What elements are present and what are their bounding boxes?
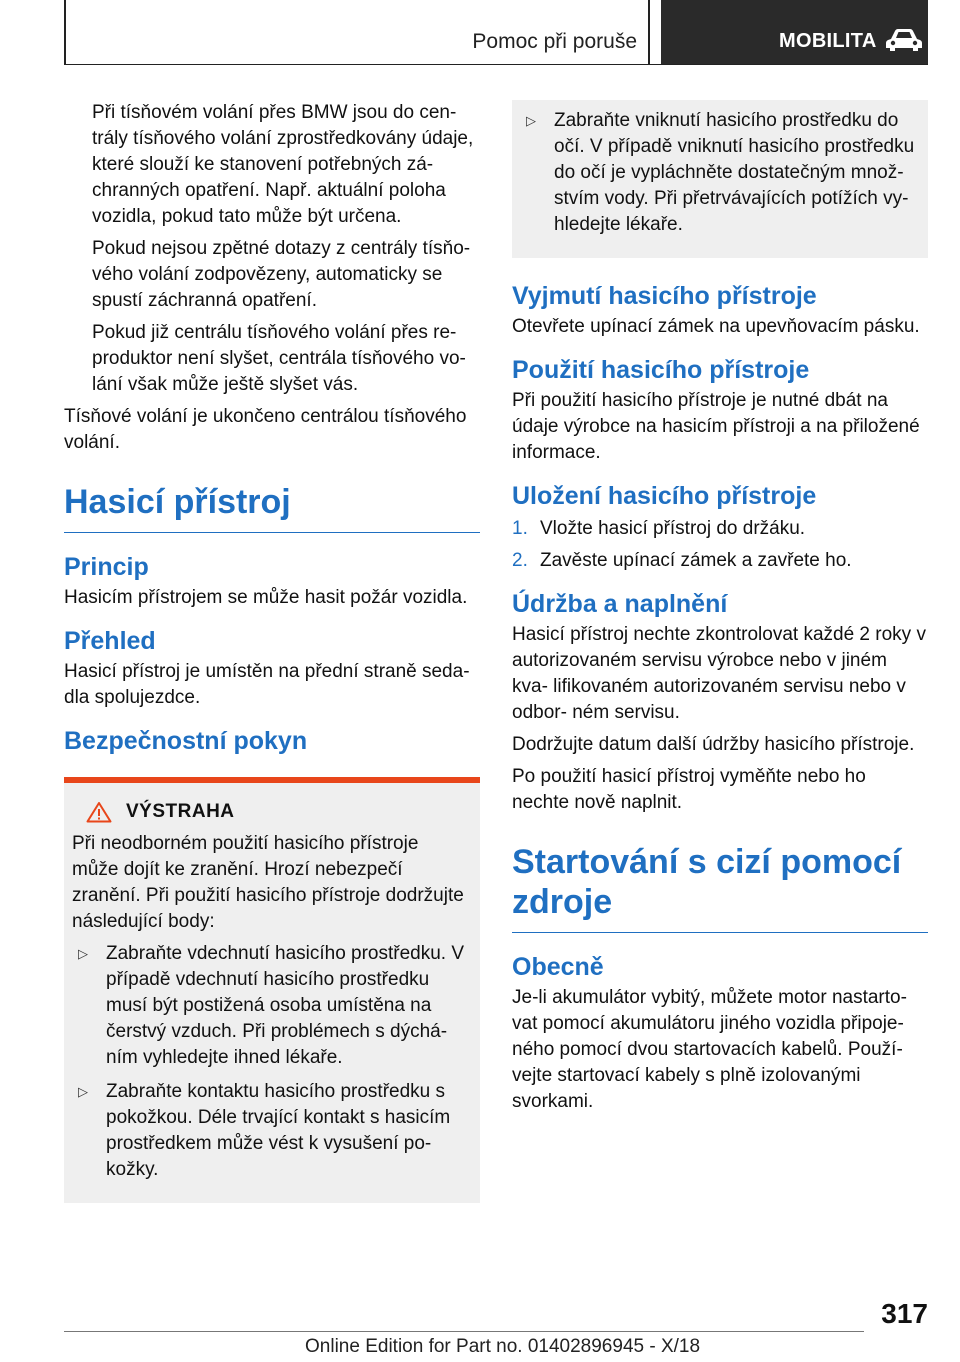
heading-maintenance: Údržba a naplnění	[512, 590, 728, 618]
heading-storing-extinguisher: Uložení hasicího přístroje	[512, 482, 817, 510]
warning-header	[72, 801, 470, 823]
using-text: Při použití hasicího přístroje je nutné dbát na údaje výrobce na hasicím přístroji a na přiložené informace.	[512, 390, 920, 463]
emergency-call-paragraph-2: Pokud nejsou zpětné dotazy z centrály tísňo‐ vého volání zodpovězeny, automaticky se spustí záchranná opatření.	[92, 238, 471, 311]
heading-overview: Přehled	[64, 627, 156, 655]
general-text: Je-li akumulátor vybitý, můžete motor nastarto‐ vat pomocí akumulátoru jiného vozidla připoje‐ ného pomocí dvou startovacích kabelů. Použí‐ vejte startovací kabely s plně izolovanými svorkami.	[512, 987, 907, 1112]
warning-box-continued	[512, 100, 928, 258]
warning-text: Při neodborném použití hasicího přístroje může dojít ke zranění. Hrozí nebezpečí zranění. Při použití hasicího přístroje dodržujte následující body:	[72, 833, 464, 932]
emergency-call-end-paragraph: Tísňové volání je ukončeno centrálou tísňového volání.	[64, 406, 467, 453]
step-text: Vložte hasicí přístroj do držáku.	[540, 518, 806, 539]
warning-box	[64, 777, 480, 1203]
footer-rule	[64, 1331, 864, 1332]
step-number: 1.	[512, 518, 528, 539]
header-divider-rule	[648, 0, 650, 65]
triangle-bullet-icon: ▷	[78, 946, 88, 961]
step-item	[512, 516, 928, 542]
overview-text: Hasicí přístroj je umístěn na přední straně seda‐ dla spolujezdce.	[64, 661, 470, 708]
chapter-tab[interactable]	[661, 0, 928, 64]
warning-triangle-icon	[86, 801, 112, 823]
heading-removing-extinguisher: Vyjmutí hasicího přístroje	[512, 282, 817, 310]
right-column	[512, 100, 928, 1121]
warning-bullet	[72, 1079, 470, 1183]
step-number: 2.	[512, 550, 528, 571]
edition-note: Online Edition for Part no. 01402896945 - X/18	[305, 1336, 701, 1357]
maintenance-text-2: Dodržujte datum další údržby hasicího přístroje.	[512, 734, 915, 755]
warning-title: VÝSTRAHA	[126, 801, 235, 822]
heading-general: Obecně	[512, 953, 604, 981]
heading-using-extinguisher: Použití hasicího přístroje	[512, 356, 810, 384]
chapter-heading-jump-start: Startování s cizí pomocí zdroje	[512, 842, 928, 933]
warning-bullet-text: Zabraňte vdechnutí hasicího prostředku. V případě vdechnutí hasicího prostředku musí být postižená osoba umístěna na čerstvý vzduch. Při problémech s dýchá‐ ním vyhledejte ihned lékaře.	[106, 943, 465, 1068]
warning-bullet-text: Zabraňte kontaktu hasicího prostředku s pokožkou. Déle trvající kontakt s hasicím prostředkem může vést k vysušení po‐ kožky.	[106, 1081, 451, 1180]
heading-safety-note: Bezpečnostní pokyn	[64, 727, 308, 755]
removing-text: Otevřete upínací zámek na upevňovacím pásku.	[512, 316, 920, 337]
triangle-bullet-icon: ▷	[78, 1084, 88, 1099]
left-column	[64, 100, 480, 1203]
heading-principle: Princip	[64, 553, 149, 581]
maintenance-text-1: Hasicí přístroj nechte zkontrolovat každé 2 roky v autorizovaném servisu výrobce nebo v jiném kva‐ lifikovaném autorizovaném servisu nebo v odbor‐ ném servisu.	[512, 624, 926, 723]
header-rule	[64, 64, 928, 65]
warning-bullet-text: Zabraňte vniknutí hasicího prostředku do očí. V případě vniknutí hasicího prostředku do očí je vypláchněte dostatečným množ‐ stvím vody. Při přetrvávajících potížích vy‐ hledejte lékaře.	[554, 110, 915, 235]
chapter-tab-label: MOBILITA	[779, 30, 877, 52]
car-icon	[885, 27, 923, 53]
page-number: 317	[881, 1298, 928, 1329]
maintenance-text-3: Po použití hasicí přístroj vyměňte nebo ho nechte nově naplnit.	[512, 766, 866, 813]
step-item	[512, 548, 928, 574]
section-title: Pomoc při poruše	[472, 30, 637, 53]
principle-text: Hasicím přístrojem se může hasit požár vozidla.	[64, 587, 468, 608]
chapter-heading-fire-extinguisher: Hasicí přístroj	[64, 482, 480, 533]
step-text: Zavěste upínací zámek a zavřete ho.	[540, 550, 852, 571]
emergency-call-paragraph-3: Pokud již centrálu tísňového volání přes re‐ produktor není slyšet, centrála tísňového vo‐ lání však může ještě slyšet vás.	[92, 322, 466, 395]
header-left-rule	[64, 0, 66, 65]
emergency-call-paragraph-1: Při tísňovém volání přes BMW jsou do cen‐ trály tísňového volání zprostředkovány údaje, které slouží ke stanovení potřebných zá‐ chranných opatření. Např. aktuální poloha vozidla, pokud tato může být určena.	[92, 102, 474, 227]
warning-bullet	[72, 941, 470, 1071]
warning-bullet	[520, 108, 918, 238]
triangle-bullet-icon: ▷	[526, 113, 536, 128]
